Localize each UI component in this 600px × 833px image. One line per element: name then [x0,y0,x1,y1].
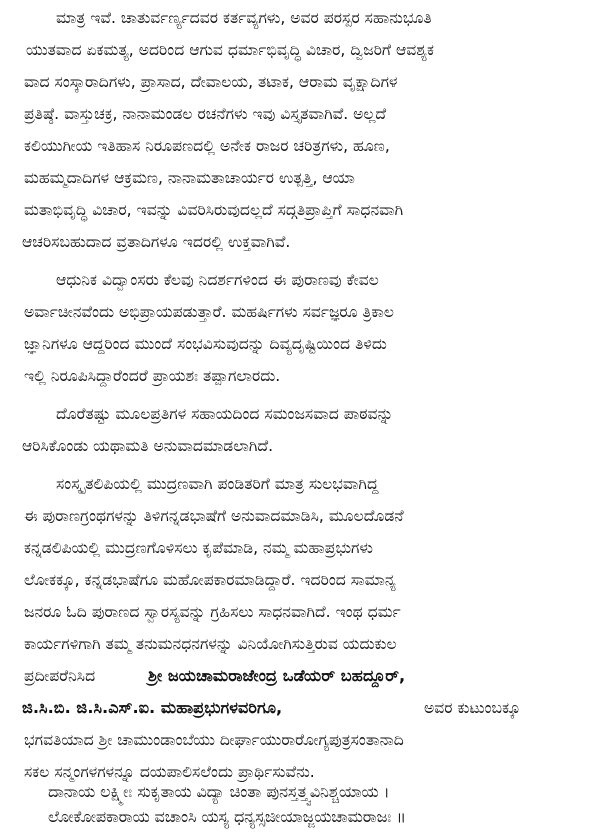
verse-line: ದಾನಾಯ ಲಕ್ಷ್ಮೀಃ ಸುಕೃತಾಯ ವಿದ್ಯಾ ಚಿಂತಾ ಪುನಸ್ತತ್ತ್ವವಿನಿಶ್ಚಯಾಯ । [48,782,390,801]
emphasized-name: ಶ್ರೀ ಜಯಚಾಮರಾಜೇಂದ್ರ ಒಡೆಯರ್ ಬಹದ್ದೂರ್, [148,666,406,685]
emphasized-title: ಜಿ.ಸಿ.ಬಿ. ಜಿ.ಸಿ.ಎಸ್.ಐ. ಮಹಾಪ್ರಭುಗಳವರಿಗೂ, [22,698,283,717]
text-line [0,692,600,724]
text-line: ವಾದ ಸಂಸ್ಕಾರಾದಿಗಳು, ಪ್ರಾಸಾದ, ದೇವಾಲಯ, ತಟಾಕ, ಆರಾಮ ವೃಕ್ಷಾದಿಗಳ [24,73,398,91]
verse-line: ಲೋಕೋಪಕಾರಾಯ ವಚಾಂಸಿ ಯಸ್ಯ ಧನ್ಯಸ್ಸಜೀಯಾಜ್ಜಯಚಾಮರಾಜಃ ॥ [48,807,406,826]
text-line [0,660,600,692]
text-line: ಈ ಪುರಾಣಗ್ರಂಥಗಳನ್ನು ತಿಳಿಗನ್ನಡಭಾಷೆಗೆ ಅನುವಾದಮಾಡಿಸಿ, ಮೂಲದೊಡನೆ [24,507,404,525]
text-line: ಕಾರ್ಯಗಳಿಗಾಗಿ ತಮ್ಮ ತನುಮನಧನಗಳನ್ನು ವಿನಿಯೋಗಿಸುತ್ತಿರುವ ಯದುಕುಲ [24,635,397,653]
text-line: ಕನ್ನಡಲಿಪಿಯಲ್ಲಿ ಮುದ್ರಣಗೊಳಿಸಲು ಕೃಪೆಮಾಡಿ, ನಮ್ಮ ಮಹಾಪ್ರಭುಗಳು [24,539,373,557]
text-line: ದೊರೆತಷ್ಟು ಮೂಲಪ್ರತಿಗಳ ಸಹಾಯದಿಂದ ಸಮಂಜಸವಾದ ಪಾಠವನ್ನು [56,405,394,423]
text-line: ಆಧುನಿಕ ವಿದ್ವಾಂಸರು ಕೆಲವು ನಿದರ್ಶಗಳಿಂದ ಈ ಪುರಾಣವು ಕೇವಲ [56,271,379,289]
text-fragment: ಅವರ ಕುಟುಂಬಕ್ಕೂ [424,699,521,717]
text-line: ಇಲ್ಲಿ ನಿರೂಪಿಸಿದ್ದಾರೆಂದರೆ ಪ್ರಾಯಶಃ ತಪ್ಪಾಗಲಾರದು. [24,367,281,385]
text-line: ಅರ್ವಾಚೀನವೆಂದು ಅಭಿಪ್ರಾಯಪಡುತ್ತಾರೆ. ಮಹರ್ಷಿಗಳು ಸರ್ವಜ್ಞರೂ ತ್ರಿಕಾಲ [24,303,395,321]
text-line: ಪ್ರತಿಷ್ಠೆ. ವಾಸ್ತುಚಕ್ರ, ನಾನಾಮಂಡಲ ರಚನೆಗಳು ಇವು ವಿಸ್ತೃತವಾಗಿವೆ. ಅಲ್ಲದೆ [24,105,387,123]
text-line: ಮತಾಭಿವೃದ್ಧಿ ವಿಚಾರ, ಇವನ್ನು ವಿವರಿಸಿರುವುದಲ್ಲದೆ ಸದ್ಗತಿಪ್ರಾಪ್ತಿಗೆ ಸಾಧನವಾಗಿ [24,201,404,219]
text-line: ಯುತವಾದ ಏಕಮತ್ಯ, ಅದರಿಂದ ಆಗುವ ಧರ್ಮಾಭಿವೃದ್ಧಿ ವಿಚಾರ, ದ್ವಿಜರಿಗೆ ಆವಶ್ಯಕ [26,41,434,59]
text-line: ಸಂಸ್ಕೃತಲಿಪಿಯಲ್ಲಿ ಮುದ್ರಣವಾಗಿ ಪಂಡಿತರಿಗೆ ಮಾತ್ರ ಸುಲಭವಾಗಿದ್ದ [56,475,379,493]
text-line: ಸಕಲ ಸನ್ಮಂಗಳಗಳನ್ನೂ ದಯಪಾಲಿಸಲೆಂದು ಪ್ರಾರ್ಥಿಸುವೆನು. [24,763,315,781]
text-line: ಜ್ಞಾನಿಗಳೂ ಆದ್ದರಿಂದ ಮುಂದೆ ಸಂಭವಿಸುವುದನ್ನು ದಿವ್ಯದೃಷ್ಟಿಯಿಂದ ತಿಳಿದು [24,335,387,353]
text-line: ಜನರೂ ಓದಿ ಪುರಾಣದ ಸ್ವಾರಸ್ಯವನ್ನು ಗ್ರಹಿಸಲು ಸಾಧನವಾಗಿದೆ. ಇಂಥ ಧರ್ಮ [24,603,401,621]
text-line: ಆಚರಿಸಬಹುದಾದ ವ್ರತಾದಿಗಳೂ ಇದರಲ್ಲಿ ಉಕ್ತವಾಗಿವೆ. [22,233,291,251]
text-line: ಕಲಿಯುಗೀಯ ಇತಿಹಾಸ ನಿರೂಪಣದಲ್ಲಿ ಅನೇಕ ರಾಜರ ಚರಿತ್ರಗಳು, ಹೂಣ, [24,137,390,155]
text-fragment: ಪ್ರದೀಪರೆನಿಸಿದ [24,667,96,685]
text-line: ಮಾತ್ರ ಇವೆ. ಚಾತುರ್ವರ್ಣ್ಯದವರ ಕರ್ತವ್ಯಗಳು, ಅವರ ಪರಸ್ಪರ ಸಹಾನುಭೂತಿ [56,9,432,27]
text-line: ಆರಿಸಿಕೊಂಡು ಯಥಾಮತಿ ಅನುವಾದಮಾಡಲಾಗಿದೆ. [22,437,274,455]
text-line: ಲೋಕಕ್ಕೂ, ಕನ್ನಡಭಾಷೆಗೂ ಮಹೋಪಕಾರಮಾಡಿದ್ದಾರೆ. ಇದರಿಂದ ಸಾಮಾನ್ಯ [24,571,396,589]
text-line: ಭಗವತಿಯಾದ ಶ್ರೀ ಚಾಮುಂಡಾಂಬೆಯು ದೀರ್ಘಾಯುರಾರೋಗ್ಯಪುತ್ರಸಂತಾನಾದಿ [24,731,404,749]
text-line: ಮಹಮ್ಮದಾದಿಗಳ ಆಕ್ರಮಣ, ನಾನಾಮತಾಚಾರ್ಯರ ಉತ್ಪತ್ತಿ, ಆಯಾ [24,169,355,187]
